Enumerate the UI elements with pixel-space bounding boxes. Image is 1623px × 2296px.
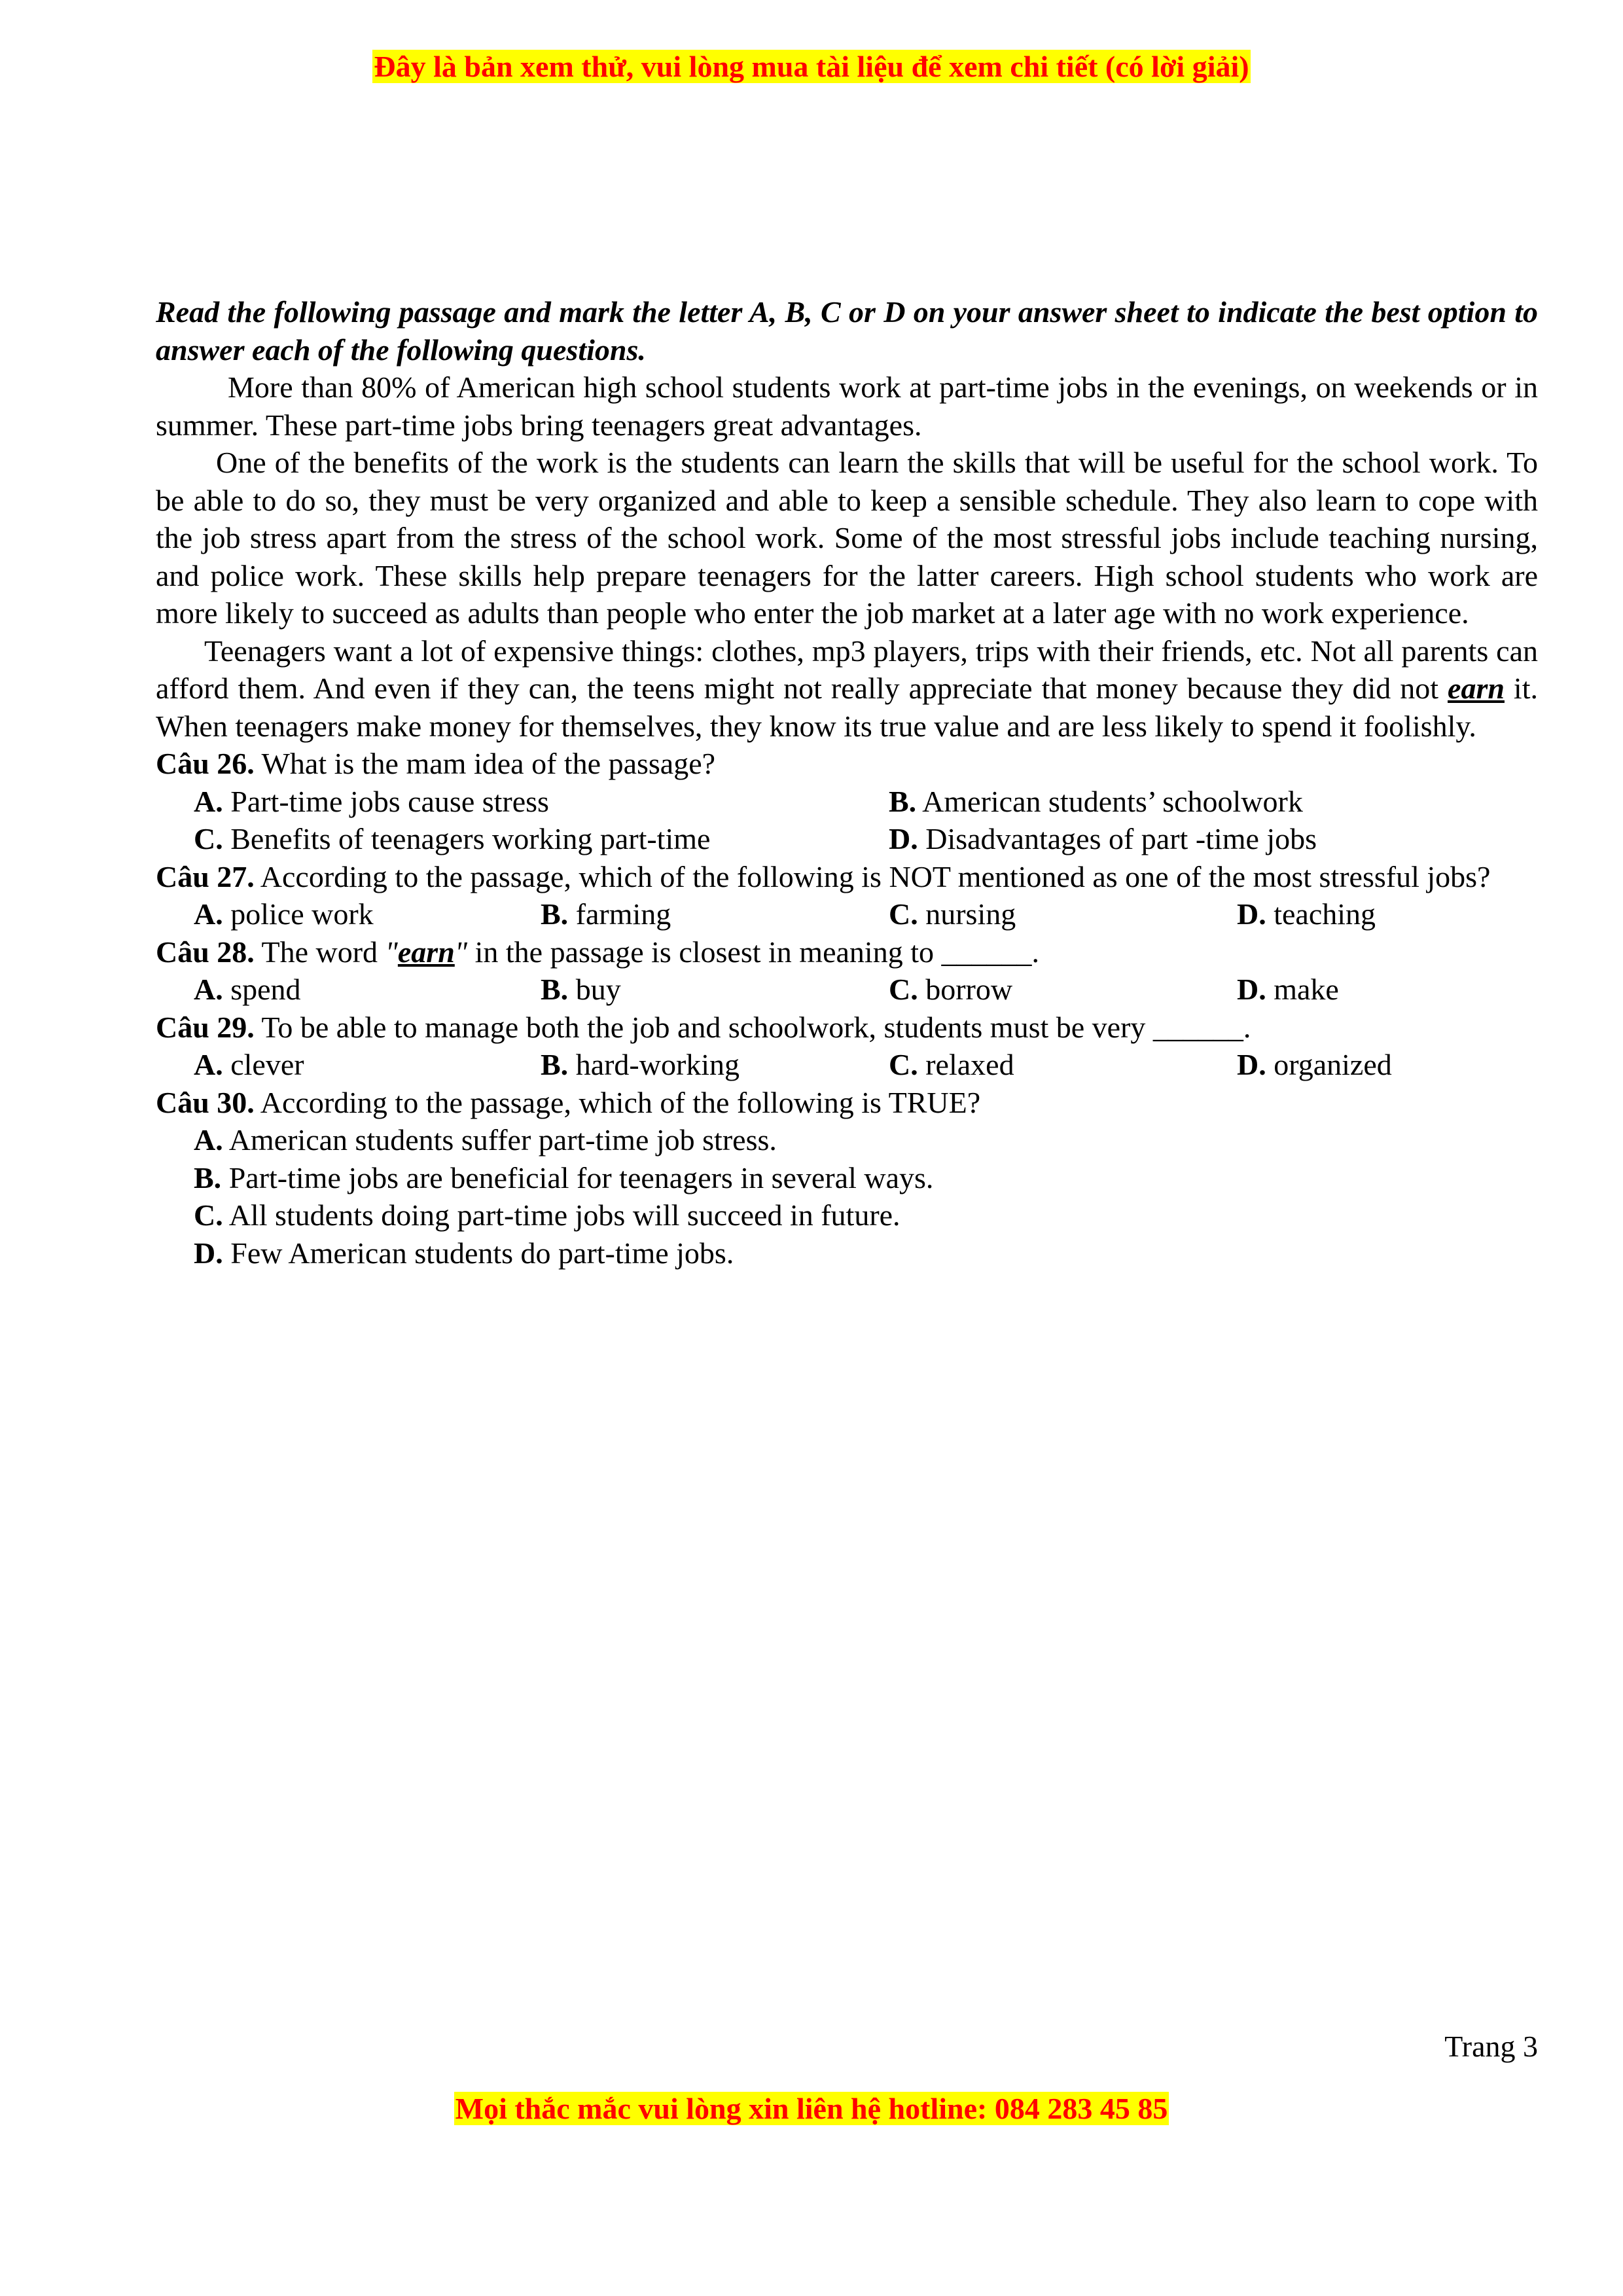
options-row [156,895,1538,933]
option-letter: C. [889,897,918,931]
highlighted-word: earn [1448,672,1505,705]
option-text: American students suffer part-time job stress. [228,1123,777,1157]
hotline-text: Mọi thắc mắc vui lòng xin liên hệ hotline: 084 283 45 85 [455,2092,1168,2125]
question-number: Câu 27. [156,859,255,893]
exam-content [156,293,1538,1272]
option-d [1237,895,1376,933]
passage-paragraph-2: One of the benefits of the work is the students can learn the skills that will be useful for the school work. To be able to do so, they must be very organized and able to keep a sensible schedule. They also learn to cope with the job stress apart from the stress of the school work. Some of the most stressful jobs include teaching nursing, and police work. These skills help prepare teenagers for the latter careers. High school students who work are more likely to succeed as adults than people who enter the job market at a later age with no work experience. [156,446,1538,630]
paragraph-3-text-end: it. When teenagers make money for themselves, they know its true value and are less likely to spend it foolishly. [156,672,1538,743]
option-d [889,820,1317,858]
option-a [194,895,374,933]
option-letter: B. [541,897,569,931]
option-text: All students doing part-time jobs will succeed in future. [228,1198,901,1232]
option-c [156,1196,1538,1234]
option-text: clever [230,1048,304,1081]
option-text: American students’ schoolwork [922,784,1303,818]
option-text: Benefits of teenagers working part-time [230,822,711,855]
option-a [194,783,549,821]
passage-paragraph-3 [156,632,1538,745]
option-letter: C. [194,1198,223,1232]
option-letter: B. [541,973,569,1006]
question-text-start: The word [254,935,385,969]
option-text: relaxed [925,1048,1014,1081]
option-text: Part-time jobs cause stress [230,784,549,818]
question-text: According to the passage, which of the following is NOT mentioned as one of the most stressful jobs? [254,859,1491,893]
option-text: police work [230,897,374,931]
options-row [156,971,1538,1009]
question-27 [156,858,1538,896]
page-number: Trang 3 [1444,2030,1538,2063]
option-letter: A. [194,973,223,1006]
option-text: organized [1274,1048,1392,1081]
question-number: Câu 26. [156,747,255,780]
option-d [156,1234,1538,1272]
preview-notice-banner [0,47,1623,86]
option-text: make [1274,973,1339,1006]
option-letter: D. [889,822,918,855]
option-d [1237,971,1339,1009]
option-text: hard-working [575,1048,740,1081]
question-text-end: in the passage is closest in meaning to ______. [467,935,1039,969]
option-letter: B. [541,1048,569,1081]
option-text: buy [575,973,621,1006]
question-26 [156,745,1538,783]
option-letter: D. [1237,897,1266,931]
options-row [156,783,1538,821]
question-number: Câu 29. [156,1010,255,1044]
option-letter: B. [194,1160,222,1194]
option-b [156,1159,1538,1197]
question-text: To be able to manage both the job and schoolwork, students must be very ______. [254,1010,1251,1044]
hotline-banner [0,2089,1623,2128]
option-letter: C. [194,822,223,855]
option-letter: C. [889,973,918,1006]
highlighted-word: earn [397,935,455,969]
option-text: Few American students do part-time jobs. [230,1236,734,1270]
question-number: Câu 28. [156,935,255,969]
option-c [194,820,710,858]
preview-notice-text: Đây là bản xem thử, vui lòng mua tài liệu để xem chi tiết (có lời giải) [374,50,1249,83]
question-number: Câu 30. [156,1085,255,1119]
option-letter: B. [889,784,917,818]
option-text: Part-time jobs are beneficial for teenagers in several ways. [228,1160,934,1194]
option-b [541,1046,740,1084]
option-text: borrow [925,973,1013,1006]
quote-open: " [385,935,398,969]
question-text: According to the passage, which of the following is TRUE? [254,1085,981,1119]
quote-close: " [454,935,468,969]
option-letter: A. [194,897,223,931]
option-text: farming [575,897,671,931]
question-28 [156,933,1538,971]
option-text: spend [230,973,301,1006]
option-a [156,1121,1538,1159]
option-letter: D. [1237,1048,1266,1081]
option-letter: C. [889,1048,918,1081]
options-row [156,1046,1538,1084]
option-letter: A. [194,784,223,818]
option-text: Disadvantages of part -time jobs [925,822,1317,855]
instruction: Read the following passage and mark the letter A, B, C or D on your answer sheet to indicate the best option to answer each of the following questions. [156,295,1538,367]
option-b [541,971,621,1009]
option-b [541,895,671,933]
option-letter: D. [194,1236,223,1270]
options-row [156,820,1538,858]
option-b [889,783,1303,821]
option-c [889,971,1012,1009]
question-29 [156,1009,1538,1047]
option-text: nursing [925,897,1016,931]
question-30 [156,1084,1538,1122]
option-letter: A. [194,1048,223,1081]
option-letter: D. [1237,973,1266,1006]
paragraph-3-text-start: Teenagers want a lot of expensive things: clothes, mp3 players, trips with their friends, etc. Not all parents can afford them. And even if they can, the teens might not really appreciate that money because they did not [156,634,1538,705]
option-c [889,895,1016,933]
passage-paragraph-1: More than 80% of American high school students work at part-time jobs in the evenings, on weekends or in summer. These part-time jobs bring teenagers great advantages. [156,370,1538,442]
option-a [194,1046,304,1084]
option-letter: A. [194,1123,223,1157]
option-c [889,1046,1014,1084]
option-d [1237,1046,1392,1084]
option-a [194,971,301,1009]
question-text: What is the mam idea of the passage? [254,747,716,780]
option-text: teaching [1274,897,1376,931]
